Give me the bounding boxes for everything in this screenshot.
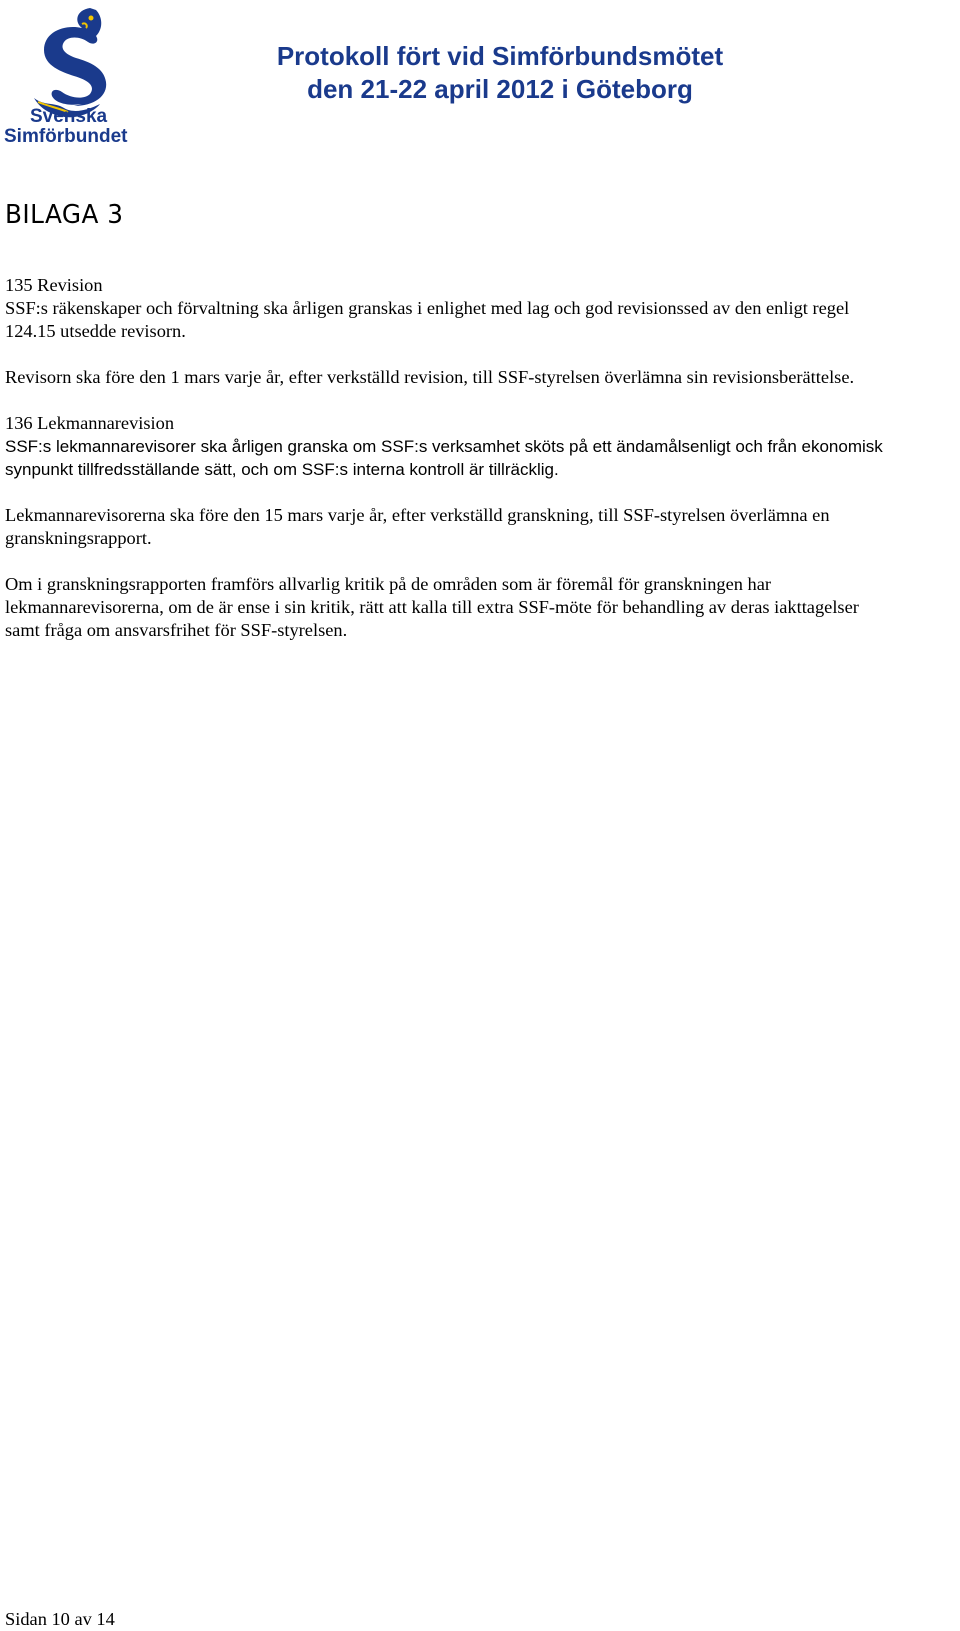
- section-lekmannarevision: [5, 412, 957, 642]
- header-date: den 21-22 april 2012 i Göteborg: [307, 74, 693, 104]
- header-title: Protokoll fört vid Simförbundsmötet: [276, 41, 724, 71]
- paragraph-line: Revisorn ska före den 1 mars varje år, efter verkställd revision, till SSF-styrelsen överlämna sin revisionsberättelse.: [5, 367, 855, 387]
- paragraph: [5, 297, 957, 343]
- paragraph-line: granskningsrapport.: [5, 528, 152, 548]
- paragraph-line: SSF:s räkenskaper och förvaltning ska årligen granskas i enlighet med lag och god revisionssed av den enligt regel: [5, 298, 850, 318]
- svenska-simforbundet-logo: [4, 2, 136, 150]
- logo-text-line1: Svenska: [30, 106, 108, 127]
- paragraph-line: lekmannarevisorerna, om de är ense i sin kritik, rätt att kalla till extra SSF-möte för behandling av deras iakttagelser: [5, 597, 859, 617]
- paragraph-line: SSF:s lekmannarevisorer ska årligen granska om SSF:s verksamhet sköts på ett ändamålsenligt och från ekonomisk: [5, 437, 883, 456]
- paragraph-line: 124.15 utsedde revisorn.: [5, 321, 186, 341]
- paragraph-line: synpunkt tillfredsställande sätt, och om SSF:s interna kontroll är tillräcklig.: [5, 460, 559, 479]
- page-number: Sidan 10 av 14: [5, 1609, 115, 1629]
- paragraph: [5, 435, 957, 481]
- paragraph-line: Om i granskningsrapporten framförs allvarlig kritik på de områden som är föremål för granskningen har: [5, 574, 772, 594]
- section-heading: 135 Revision: [5, 275, 103, 295]
- paragraph: [5, 573, 957, 642]
- paragraph-line: Lekmannarevisorerna ska före den 15 mars varje år, efter verkställd granskning, till SSF-styrelsen överlämna en: [5, 505, 830, 525]
- logo-text-line2: Simförbundet: [4, 126, 128, 147]
- document-body: [5, 274, 957, 665]
- section-revision: [5, 274, 957, 389]
- paragraph: [5, 504, 957, 550]
- paragraph-line: samt fråga om ansvarsfrihet för SSF-styrelsen.: [5, 620, 348, 640]
- section-heading: 136 Lekmannarevision: [5, 413, 175, 433]
- paragraph: [5, 366, 957, 389]
- appendix-title: BILAGA 3: [5, 200, 124, 230]
- document-header: [220, 40, 780, 106]
